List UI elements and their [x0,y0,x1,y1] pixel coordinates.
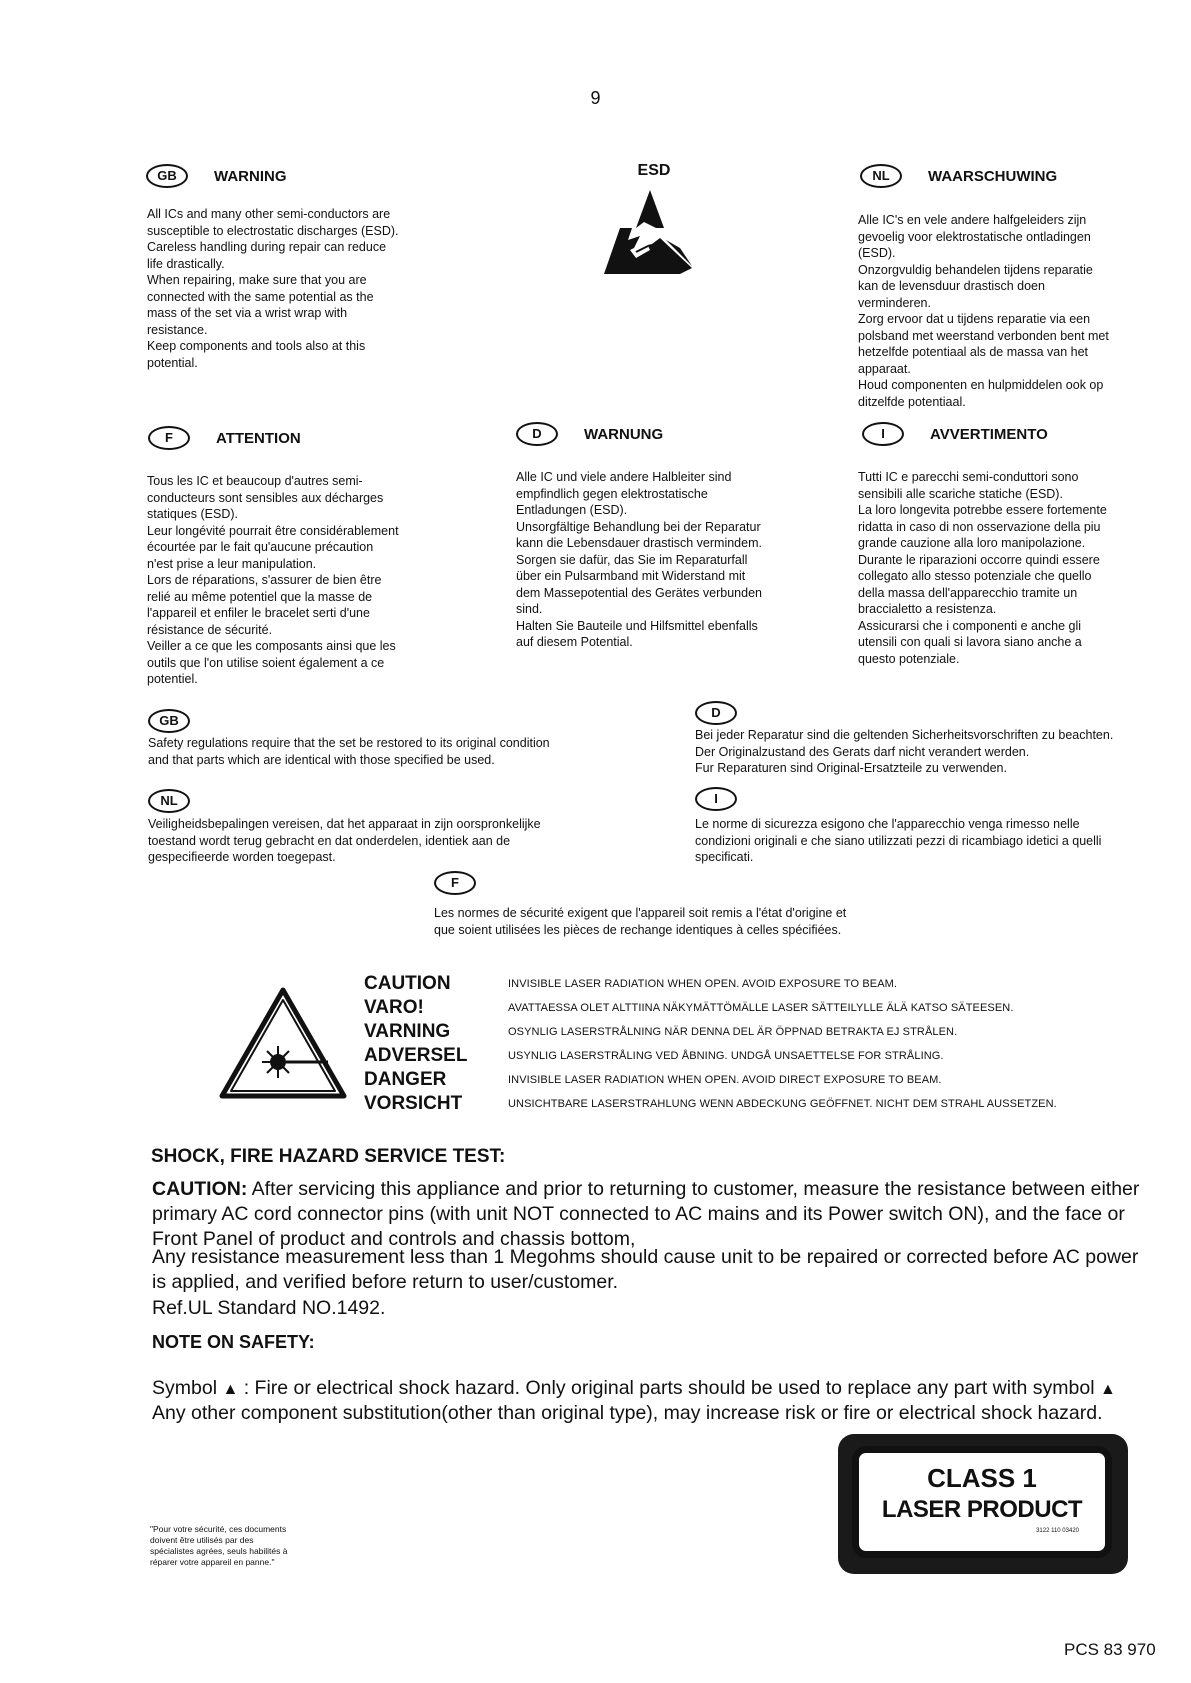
note-line-1 [152,1376,1162,1402]
note-symbol-word: Symbol [152,1377,218,1399]
language-badge-nl: NL [860,164,902,188]
language-badge-i: I [695,787,737,811]
laser-text: OSYNLIG LASERSTRÅLNING NÄR DENNA DEL ÄR ÖPPNAD BETRAKTA EJ STRÅLEN. [508,1026,958,1038]
shock-test-title: SHOCK, FIRE HAZARD SERVICE TEST: [151,1146,506,1167]
warning-f-text: Tous les IC et beaucoup d'autres semi- conducteurs sont sensibles aux décharges statiques (ESD). Leur longévité pourrait être considérablement écourtée par le fait qu'aucune précaution n'est prise a leur manipulation. Lors de réparations, s'assurer de bien être relié au même potentiel que la masse de l'appareil et enfiler le bracelet serti d'une résistance de sécurité. Veiller a ce que les composants ainsi que les outils que l'on utilise soient également a ce potentiel. [147,474,399,686]
laser-text: UNSICHTBARE LASERSTRAHLUNG WENN ABDECKUNG GEÖFFNET. NICHT DEM STRAHL AUSSETZEN. [508,1098,1057,1110]
laser-text: AVATTAESSA OLET ALTTIINA NÄKYMÄTTÖMÄLLE LASER SÄTTEILYLLE ÄLÄ KATSO SÄTEESEN. [508,1002,1014,1014]
laser-text: INVISIBLE LASER RADIATION WHEN OPEN. AVOID DIRECT EXPOSURE TO BEAM. [508,1074,942,1086]
shock-resistance-text: Any resistance measurement less than 1 Megohms should cause unit to be repaired or corrected before AC power is applied, and verified before return to user/customer. [152,1246,1139,1293]
shock-caution-text: After servicing this appliance and prior to returning to customer, measure the resistance between either primary AC cord connector pins (with unit NOT connected to AC mains and its Power switch ON), and the face or Front Panel of product and controls and chassis bottom, [152,1178,1140,1250]
french-service-note: "Pour votre sécurité, ces documents doivent être utilisés par des spécialistes agrées, seuls habilités à réparer votre appareil en panne." [150,1524,288,1567]
language-badge-f: F [148,426,190,450]
safety-d-badge-wrap [695,701,737,725]
language-badge-d: D [695,701,737,725]
warning-f-title: ATTENTION [216,429,301,447]
warning-i-header [862,422,1048,446]
warning-gb-title: WARNING [214,167,287,185]
class-label-line-1: CLASS 1 [927,1463,1037,1493]
safety-f-text: Les normes de sécurité exigent que l'appareil soit remis a l'état d'origine et que soient utilisées les pièces de rechange identiques à celles spécifiées. [434,906,847,937]
warning-i-text: Tutti IC e parecchi semi-conduttori sono sensibili alle scariche statiche (ESD). La loro longevita potrebbe essere fortemente ridatta in caso di non osservazione della piu grande cauzione alla loro manipolazione. Durante le riparazioni occorre quindi essere collegato allo stesso potenziale che quello della massa dell'apparecchio tramite un braccialetto a resistenza. Assicurarsi che i componenti e anche gli utensili con quali si lavora siano anche a questo potenziale. [858,470,1107,666]
language-badge-nl: NL [148,789,190,813]
language-badge-f: F [434,871,476,895]
shock-caution-label: CAUTION: [152,1178,248,1200]
laser-word: VARNING [364,1021,451,1042]
note-on-safety-title: NOTE ON SAFETY: [152,1332,315,1352]
class-label-box [852,1446,1112,1558]
hazard-triangle-icon: ▲ [1099,1381,1116,1398]
laser-texts-column [508,972,1168,1116]
esd-title: ESD [637,162,671,179]
laser-word: VORSICHT [364,1093,463,1114]
hazard-triangle-icon: ▲ [222,1381,239,1398]
laser-words-column [364,972,467,1116]
footer-model-code: PCS 83 970 [1064,1640,1156,1659]
page-number: 9 [590,88,601,108]
laser-word: VARO! [364,997,424,1018]
class-label-line-2: LASER PRODUCT [881,1496,1083,1523]
warning-d-header [516,422,663,446]
safety-nl-text: Veiligheidsbepalingen vereisen, dat het apparaat in zijn oorspronkelijke toestand wordt terug gebracht en dat onderdelen, identiek aan de gespecifieerde worden toegepast. [148,817,541,864]
class-label-frame [838,1434,1128,1574]
laser-word: DANGER [364,1069,447,1090]
laser-text: INVISIBLE LASER RADIATION WHEN OPEN. AVOID EXPOSURE TO BEAM. [508,978,898,990]
language-badge-gb: GB [148,709,190,733]
language-badge-i: I [862,422,904,446]
warning-nl-text: Alle IC's en vele andere halfgeleiders zijn gevoelig voor elektrostatische ontladingen (ESD). Onzorgvuldig behandelen tijdens reparatie kan de levensduur drastisch doen verminderen. Zorg ervoor dat u tijdens reparatie via een polsband met weerstand verbonden bent met hetzelfde potentiaal als de massa van het apparaat. Houd componenten en hulpmiddelen ook op ditzelfde potentiaal. [858,213,1109,409]
language-badge-gb: GB [146,164,188,188]
safety-nl-badge-wrap [148,789,190,813]
laser-word: ADVERSEL [364,1045,468,1066]
note-line-2: Any other component substitution(other than original type), may increase risk or fire or electrical shock hazard. [152,1402,1103,1424]
laser-warning-triangle-icon [216,984,350,1104]
warning-gb-text: All ICs and many other semi-conductors are susceptible to electrostatic discharges (ESD). Careless handling during repair can reduce life drastically. When repairing, make sure that you are connected with the same potential as the mass of the set via a wrist wrap with resistance. Keep components and tools also at this potential. [147,207,399,370]
shock-ref-text: Ref.UL Standard NO.1492. [152,1297,386,1319]
language-badge-d: D [516,422,558,446]
safety-i-text: Le norme di sicurezza esigono che l'apparecchio venga rimesso nelle condizioni originali e che siano utilizzati pezzi di ricambiago idetici a quelli specificati. [695,817,1102,864]
warning-d-title: WARNUNG [584,425,664,443]
laser-text: USYNLIG LASERSTRÅLING VED ÅBNING. UNDGÅ UNSAETTELSE FOR STRÅLING. [508,1050,944,1062]
warning-nl-header [860,164,1057,188]
safety-d-text: Bei jeder Reparatur sind die geltenden Sicherheitsvorschriften zu beachten. Der Originalzustand des Gerats darf nicht verandert werden. Fur Reparaturen sind Original-Ersatzteile zu verwenden. [695,728,1114,775]
safety-gb-badge-wrap [148,709,190,733]
esd-warning-hand-icon [600,188,696,278]
note-line-1-text: : Fire or electrical shock hazard. Only original parts should be used to replace any part with symbol [238,1377,1095,1399]
safety-i-badge-wrap [695,787,737,811]
warning-gb-header [146,164,287,188]
class-label-code: 3122 110 03420 [1036,1528,1079,1534]
shock-caution-paragraph [152,1177,1152,1252]
warning-d-text: Alle IC und viele andere Halbleiter sind empfindlich gegen elektrostatische Entladungen (ESD). Unsorgfältige Behandlung bei der Reparatur kann die Lebensdauer drastisch vermindem. Sorgen sie dafür, das Sie im Reparaturfall über ein Pulsarmband mit Widerstand mit dem Massepotential des Gerätes verbunden sind. Halten Sie Bauteile und Hilfsmittel ebenfalls auf diesem Potential. [516,470,762,649]
laser-word: CAUTION [364,973,451,994]
warning-f-header [148,426,301,450]
safety-f-badge-wrap [434,871,476,895]
warning-nl-title: WAARSCHUWING [928,167,1058,185]
safety-gb-text: Safety regulations require that the set be restored to its original condition and that parts which are identical with those specified be used. [148,736,550,767]
warning-i-title: AVVERTIMENTO [930,425,1048,443]
